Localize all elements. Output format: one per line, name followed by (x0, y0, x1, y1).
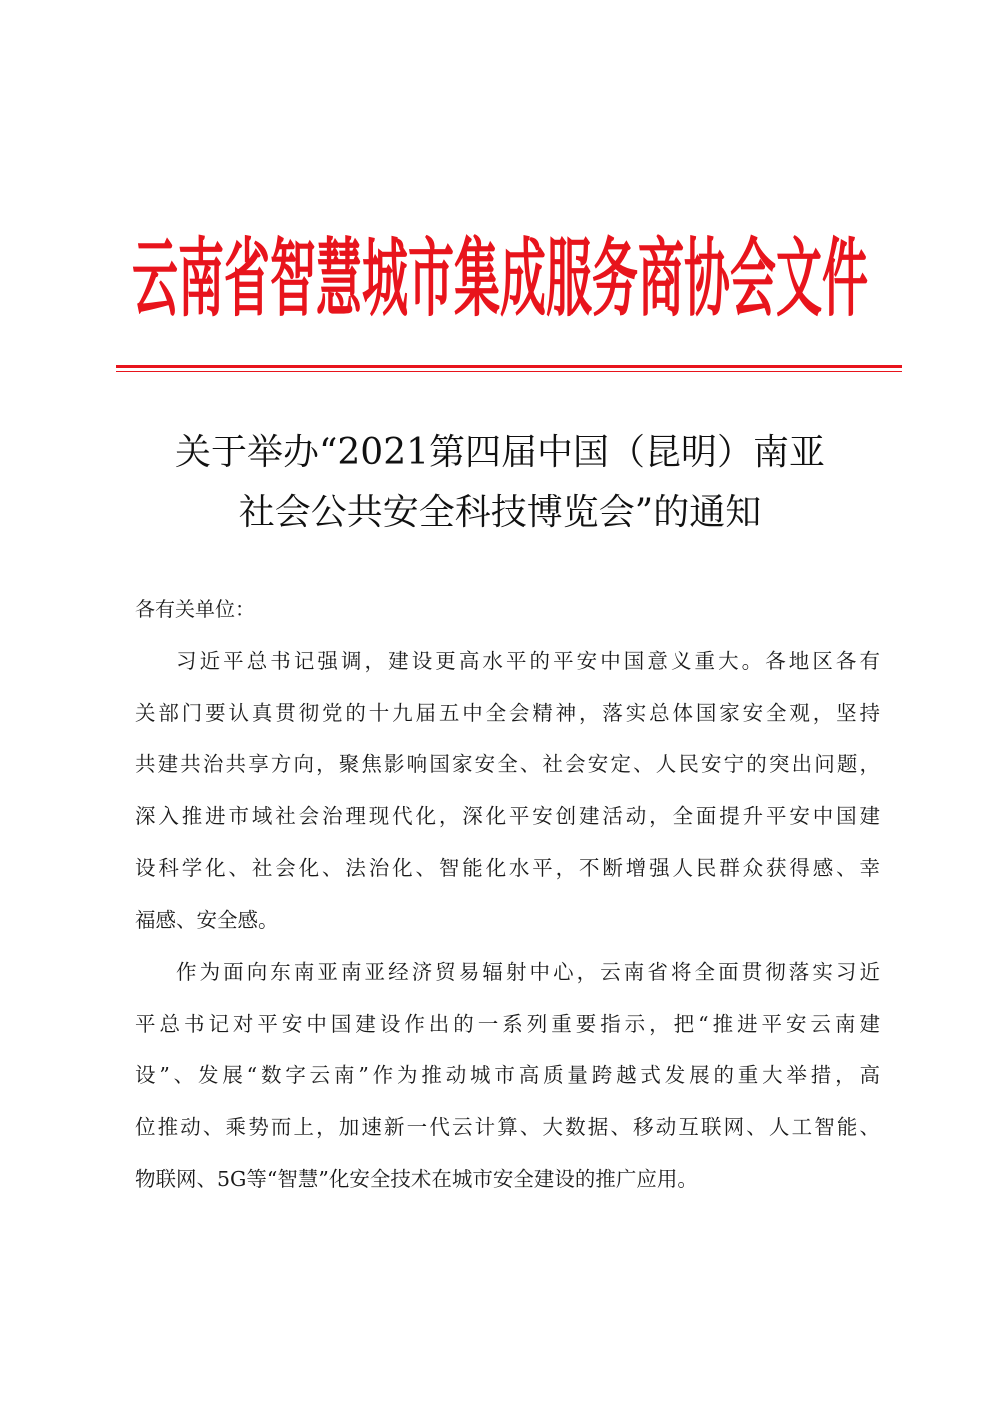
paragraph-line: 物联网、5G等“智慧”化安全技术在城市安全建设的推广应用。 (135, 1166, 698, 1191)
paragraph-line: 关部门要认真贯彻党的十九届五中全会精神，落实总体国家安全观，坚持 (135, 700, 880, 725)
notice-title-line: 关于举办“2021第四届中国（昆明）南亚 (174, 432, 826, 473)
organization-header: 云南省智慧城市集成服务商协会文件 (132, 228, 868, 329)
paragraph-line: 作为面向东南亚南亚经济贸易辐射中心，云南省将全面贯彻落实习近 (176, 960, 880, 984)
body-paragraph (135, 636, 880, 946)
paragraph-line: 设”、发展“数字云南”作为推动城市高质量跨越式发展的重大举措，高 (135, 1063, 880, 1088)
header-divider-thin (116, 371, 902, 372)
paragraph-line: 位推动、乘势而上，加速新一代云计算、大数据、移动互联网、人工智能、 (135, 1115, 880, 1140)
salutation: 各有关单位： (135, 597, 255, 621)
paragraph-line: 共建共治共享方向，聚焦影响国家安全、社会安定、人民安宁的突出问题， (135, 752, 880, 777)
paragraph-line: 设科学化、社会化、法治化、智能化水平，不断增强人民群众获得感、幸 (135, 855, 880, 880)
paragraph-line: 平总书记对平安中国建设作出的一系列重要指示，把“推进平安云南建 (135, 1011, 880, 1036)
notice-title (120, 423, 880, 543)
header-divider-thick (116, 365, 902, 368)
paragraph-line: 习近平总书记强调，建设更高水平的平安中国意义重大。各地区各有 (176, 649, 880, 673)
notice-title-line: 社会公共安全科技博览会”的通知 (238, 492, 762, 533)
paragraph-line: 福感、安全感。 (135, 907, 279, 932)
paragraph-line: 深入推进市域社会治理现代化，深化平安创建活动，全面提升平安中国建 (135, 804, 880, 829)
body-paragraph (135, 947, 880, 1206)
